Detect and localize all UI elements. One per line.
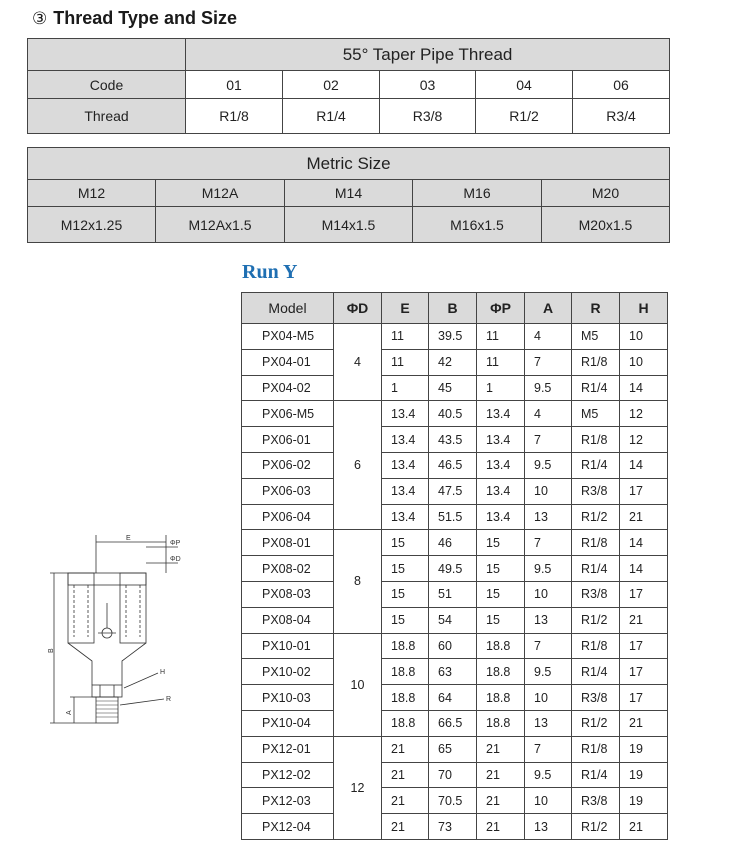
dimension-cell: 17: [620, 633, 668, 659]
dimension-cell: 17: [620, 478, 668, 504]
dimension-cell: 60: [429, 633, 477, 659]
dimension-cell: 11: [382, 349, 429, 375]
dimension-cell: 49.5: [429, 556, 477, 582]
dimension-cell: 66.5: [429, 710, 477, 736]
dimension-cell: 17: [620, 685, 668, 711]
dimension-cell: 18.8: [477, 685, 525, 711]
dimension-cell: R3/8: [572, 478, 620, 504]
dimension-cell: 11: [382, 324, 429, 350]
dimension-cell: 4: [525, 324, 572, 350]
column-header: H: [620, 293, 668, 324]
dimension-cell: 19: [620, 762, 668, 788]
model-cell: PX04-02: [242, 375, 334, 401]
dimension-cell: 13: [525, 504, 572, 530]
dimension-cell: 15: [382, 607, 429, 633]
dimension-cell: 14: [620, 530, 668, 556]
dimension-cell: 70.5: [429, 788, 477, 814]
dimension-cell: 13.4: [382, 504, 429, 530]
table-row: [242, 324, 668, 350]
dim-r-label: R: [166, 696, 172, 703]
table-row: [242, 710, 668, 736]
metric-value: M20x1.5: [542, 207, 670, 243]
column-header: B: [429, 293, 477, 324]
metric-label: M20: [542, 180, 670, 207]
thread-table-header: 55° Taper Pipe Thread: [186, 39, 670, 71]
dimension-cell: 18.8: [477, 659, 525, 685]
table-row: [242, 762, 668, 788]
dimension-cell: 21: [620, 607, 668, 633]
column-header: R: [572, 293, 620, 324]
code-cell: 04: [476, 71, 573, 99]
dimension-cell: M5: [572, 324, 620, 350]
section-title: [32, 8, 237, 29]
column-header: Model: [242, 293, 334, 324]
dimension-cell: 9.5: [525, 762, 572, 788]
model-cell: PX06-03: [242, 478, 334, 504]
table-row: [242, 556, 668, 582]
dimension-cell: 46.5: [429, 452, 477, 478]
dim-e-label: E: [126, 535, 131, 542]
dimension-cell: 13: [525, 814, 572, 840]
column-header: ΦD: [334, 293, 382, 324]
dimension-cell: R1/2: [572, 504, 620, 530]
dimension-cell: R1/8: [572, 736, 620, 762]
dimension-cell: 51: [429, 581, 477, 607]
dimension-cell: 43.5: [429, 427, 477, 453]
run-y-dimension-table: [241, 292, 668, 840]
dimension-cell: 13.4: [477, 504, 525, 530]
table-row: [242, 478, 668, 504]
model-cell: PX08-02: [242, 556, 334, 582]
dimension-cell: 15: [477, 607, 525, 633]
dimension-cell: R1/8: [572, 633, 620, 659]
table-row: [242, 607, 668, 633]
thread-cell: R1/8: [186, 99, 283, 134]
model-cell: PX06-M5: [242, 401, 334, 427]
model-cell: PX10-03: [242, 685, 334, 711]
dimension-cell: 10: [620, 324, 668, 350]
dimension-cell: 18.8: [382, 710, 429, 736]
dimension-cell: 7: [525, 349, 572, 375]
model-cell: PX12-04: [242, 814, 334, 840]
code-cell: 03: [380, 71, 476, 99]
dimension-cell: 39.5: [429, 324, 477, 350]
metric-label: M14: [285, 180, 413, 207]
metric-value: M14x1.5: [285, 207, 413, 243]
dimension-cell: 13: [525, 710, 572, 736]
dimension-cell: 21: [382, 736, 429, 762]
thread-type-table: [27, 38, 670, 134]
dimension-cell: R1/4: [572, 375, 620, 401]
run-y-fitting-drawing: [48, 533, 198, 753]
table-row: [242, 736, 668, 762]
model-cell: PX10-01: [242, 633, 334, 659]
table-row: [242, 633, 668, 659]
dimension-cell: R1/4: [572, 762, 620, 788]
dimension-cell: 13.4: [477, 452, 525, 478]
dimension-cell: R3/8: [572, 685, 620, 711]
dimension-cell: 1: [477, 375, 525, 401]
code-cell: 01: [186, 71, 283, 99]
dimension-cell: 73: [429, 814, 477, 840]
model-cell: PX10-04: [242, 710, 334, 736]
dimension-cell: 13.4: [382, 401, 429, 427]
table-row: [242, 427, 668, 453]
dimension-cell: 64: [429, 685, 477, 711]
table-row: [242, 788, 668, 814]
code-cell: 06: [573, 71, 670, 99]
diameter-cell: 4: [334, 324, 382, 401]
model-cell: PX06-01: [242, 427, 334, 453]
table-row: [242, 530, 668, 556]
dimension-cell: 17: [620, 581, 668, 607]
dimension-cell: 21: [477, 788, 525, 814]
dimension-cell: R1/2: [572, 814, 620, 840]
dimension-cell: 15: [477, 530, 525, 556]
dimension-cell: 13.4: [382, 478, 429, 504]
dimension-cell: 9.5: [525, 659, 572, 685]
metric-value: M16x1.5: [413, 207, 542, 243]
dimension-cell: 47.5: [429, 478, 477, 504]
model-cell: PX12-01: [242, 736, 334, 762]
dimension-cell: 10: [525, 788, 572, 814]
metric-table-header: Metric Size: [28, 148, 670, 180]
dimension-cell: 4: [525, 401, 572, 427]
dimension-cell: 40.5: [429, 401, 477, 427]
dimension-cell: 7: [525, 633, 572, 659]
dimension-cell: 1: [382, 375, 429, 401]
dimension-cell: 21: [477, 814, 525, 840]
dimension-cell: 9.5: [525, 556, 572, 582]
column-header: ΦP: [477, 293, 525, 324]
dimension-cell: 21: [382, 762, 429, 788]
dimension-cell: 9.5: [525, 452, 572, 478]
dim-h-label: H: [160, 669, 166, 676]
dimension-cell: 9.5: [525, 375, 572, 401]
table-row: [242, 401, 668, 427]
dimension-cell: 19: [620, 788, 668, 814]
model-cell: PX08-04: [242, 607, 334, 633]
dimension-cell: 46: [429, 530, 477, 556]
dimension-cell: R1/2: [572, 607, 620, 633]
dimension-cell: 42: [429, 349, 477, 375]
dimension-cell: 18.8: [382, 633, 429, 659]
table-row: [242, 452, 668, 478]
dimension-cell: 12: [620, 427, 668, 453]
diameter-cell: 12: [334, 736, 382, 839]
dimension-cell: 15: [382, 556, 429, 582]
thread-table-corner: [28, 39, 186, 71]
dimension-cell: R3/8: [572, 581, 620, 607]
dimension-cell: 45: [429, 375, 477, 401]
metric-label: M12: [28, 180, 156, 207]
code-cell: 02: [283, 71, 380, 99]
metric-value: M12x1.25: [28, 207, 156, 243]
dimension-cell: 65: [429, 736, 477, 762]
table-row: [242, 659, 668, 685]
dim-a-label: A: [66, 710, 73, 715]
model-cell: PX12-02: [242, 762, 334, 788]
column-header: A: [525, 293, 572, 324]
dimension-cell: 11: [477, 349, 525, 375]
table-row: [242, 504, 668, 530]
dimension-cell: 11: [477, 324, 525, 350]
model-cell: PX08-03: [242, 581, 334, 607]
section-title-text: Thread Type and Size: [53, 8, 237, 28]
dimension-cell: M5: [572, 401, 620, 427]
dimension-cell: 10: [525, 685, 572, 711]
dimension-cell: R1/4: [572, 556, 620, 582]
dimension-cell: 15: [477, 581, 525, 607]
dimension-cell: 15: [382, 581, 429, 607]
dimension-cell: 13.4: [477, 427, 525, 453]
thread-label: Thread: [28, 99, 186, 134]
metric-size-table: [27, 147, 670, 243]
dimension-cell: 70: [429, 762, 477, 788]
dimension-cell: 21: [620, 504, 668, 530]
dimension-cell: 7: [525, 427, 572, 453]
dimension-cell: 13.4: [382, 452, 429, 478]
dimension-cell: 51.5: [429, 504, 477, 530]
run-y-title: Run Y: [242, 261, 298, 283]
dimension-cell: 7: [525, 736, 572, 762]
dimension-cell: 21: [477, 762, 525, 788]
dimension-cell: 18.8: [477, 633, 525, 659]
table-row: [242, 814, 668, 840]
dimension-cell: 10: [525, 478, 572, 504]
thread-cell: R3/4: [573, 99, 670, 134]
diameter-cell: 6: [334, 401, 382, 530]
dimension-cell: 14: [620, 452, 668, 478]
dimension-cell: 63: [429, 659, 477, 685]
dimension-cell: 21: [477, 736, 525, 762]
section-number: ③: [32, 9, 48, 29]
dim-d-label: ΦD: [170, 556, 181, 563]
dimension-cell: 10: [525, 581, 572, 607]
dimension-cell: 21: [382, 788, 429, 814]
dimension-cell: 18.8: [382, 659, 429, 685]
dimension-cell: 15: [382, 530, 429, 556]
dimension-cell: 13.4: [382, 427, 429, 453]
table-row: [242, 375, 668, 401]
code-label: Code: [28, 71, 186, 99]
dimension-cell: 13: [525, 607, 572, 633]
model-cell: PX04-01: [242, 349, 334, 375]
table-row: [242, 685, 668, 711]
dimension-cell: 54: [429, 607, 477, 633]
thread-cell: R1/2: [476, 99, 573, 134]
dimension-cell: 12: [620, 401, 668, 427]
dim-p-label: ΦP: [170, 540, 181, 547]
dimension-cell: R1/8: [572, 349, 620, 375]
dimension-cell: 13.4: [477, 401, 525, 427]
dimension-cell: 18.8: [477, 710, 525, 736]
dimension-cell: 10: [620, 349, 668, 375]
dimension-cell: 15: [477, 556, 525, 582]
metric-value: M12Ax1.5: [156, 207, 285, 243]
column-header: E: [382, 293, 429, 324]
model-cell: PX04-M5: [242, 324, 334, 350]
dimension-cell: R3/8: [572, 788, 620, 814]
diameter-cell: 8: [334, 530, 382, 633]
dimension-cell: 21: [620, 710, 668, 736]
dimension-cell: R1/8: [572, 427, 620, 453]
dimension-cell: R1/2: [572, 710, 620, 736]
model-cell: PX06-02: [242, 452, 334, 478]
dimension-cell: R1/8: [572, 530, 620, 556]
metric-label: M12A: [156, 180, 285, 207]
dimension-cell: 18.8: [382, 685, 429, 711]
dimension-cell: 21: [620, 814, 668, 840]
metric-label: M16: [413, 180, 542, 207]
dimension-cell: 7: [525, 530, 572, 556]
model-cell: PX08-01: [242, 530, 334, 556]
model-cell: PX10-02: [242, 659, 334, 685]
thread-cell: R1/4: [283, 99, 380, 134]
dimension-cell: 13.4: [477, 478, 525, 504]
dim-b-label: B: [48, 648, 55, 653]
model-cell: PX12-03: [242, 788, 334, 814]
table-row: [242, 349, 668, 375]
model-cell: PX06-04: [242, 504, 334, 530]
thread-cell: R3/8: [380, 99, 476, 134]
diameter-cell: 10: [334, 633, 382, 736]
dimension-cell: 14: [620, 375, 668, 401]
table-row: [242, 581, 668, 607]
dimension-cell: R1/4: [572, 452, 620, 478]
dimension-cell: 19: [620, 736, 668, 762]
dimension-cell: 21: [382, 814, 429, 840]
dimension-cell: 17: [620, 659, 668, 685]
dimension-cell: R1/4: [572, 659, 620, 685]
dimension-cell: 14: [620, 556, 668, 582]
